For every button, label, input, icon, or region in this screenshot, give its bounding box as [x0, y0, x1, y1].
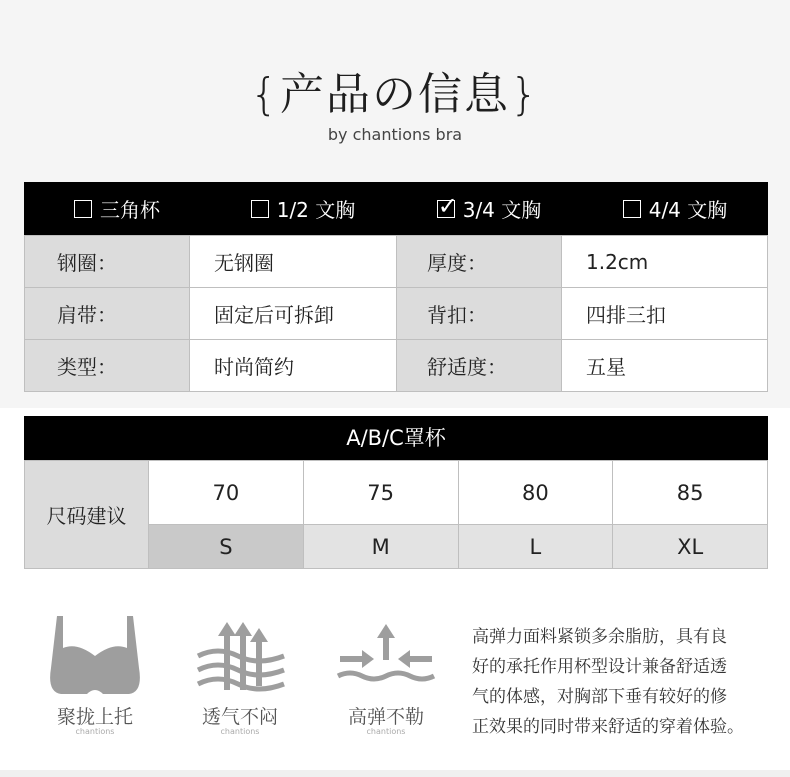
size-number: 85 — [613, 461, 768, 525]
spec-value: 时尚简约 — [190, 340, 397, 392]
size-number: 75 — [303, 461, 458, 525]
checkbox-icon[interactable] — [251, 200, 269, 218]
footer-strip — [0, 770, 790, 777]
breathable-icon — [188, 612, 292, 698]
cup-option-label: 4/4 文胸 — [648, 198, 728, 222]
spec-value: 1.2cm — [562, 236, 768, 288]
feature-breathable — [180, 612, 300, 736]
spec-label: 背扣： — [397, 288, 562, 340]
spec-label: 钢圈： — [25, 236, 190, 288]
size-row-label: 尺码建议 — [25, 461, 149, 569]
feature-sub: chantions — [220, 727, 260, 736]
spec-label: 类型： — [25, 340, 190, 392]
spec-value: 无钢圈 — [190, 236, 397, 288]
cup-option-three-quarter[interactable] — [396, 182, 582, 235]
size-letter: XL — [613, 525, 768, 569]
checkbox-checked-icon[interactable] — [437, 200, 455, 218]
table-row — [25, 461, 768, 525]
spec-value: 五星 — [562, 340, 768, 392]
cup-option-label: 3/4 文胸 — [462, 198, 542, 222]
spec-table — [24, 235, 768, 392]
description-line: 高弹力面料紧锁多余脂肪，具有良 — [472, 627, 727, 647]
size-number: 70 — [149, 461, 304, 525]
description-line: 正效果的同时带来舒适的穿着体验。 — [472, 717, 744, 737]
size-table-title: A/B/C罩杯 — [24, 416, 768, 460]
feature-elastic — [326, 612, 446, 736]
spec-value: 四排三扣 — [562, 288, 768, 340]
bra-icon — [43, 612, 147, 698]
feature-sub: chantions — [75, 727, 115, 736]
cup-type-bar — [24, 182, 768, 235]
spec-value: 固定后可拆卸 — [190, 288, 397, 340]
product-description — [472, 622, 772, 742]
checkbox-icon[interactable] — [74, 200, 92, 218]
feature-push-up — [35, 612, 155, 736]
feature-name: 高弹不勒 — [347, 706, 424, 728]
elastic-icon — [330, 612, 442, 698]
size-letter: L — [458, 525, 613, 569]
table-row — [25, 288, 768, 340]
table-row — [25, 236, 768, 288]
feature-name: 透气不闷 — [201, 706, 278, 728]
spec-label: 厚度： — [397, 236, 562, 288]
size-number: 80 — [458, 461, 613, 525]
cup-option-label: 1/2 文胸 — [276, 198, 356, 222]
spec-label: 舒适度： — [397, 340, 562, 392]
cup-option-full[interactable] — [582, 182, 768, 235]
cup-option-label: 三角杯 — [100, 198, 160, 222]
cup-option-triangle[interactable] — [24, 182, 210, 235]
feature-name: 聚拢上托 — [56, 706, 133, 728]
size-letter: S — [149, 525, 304, 569]
size-table — [24, 460, 768, 569]
table-row — [25, 340, 768, 392]
spec-label: 肩带： — [25, 288, 190, 340]
page-subtitle: by chantions bra — [327, 125, 463, 144]
checkbox-icon[interactable] — [623, 200, 641, 218]
page-title: {产品の信息} — [250, 69, 540, 120]
cup-option-half[interactable] — [210, 182, 396, 235]
feature-sub: chantions — [366, 727, 406, 736]
size-letter: M — [303, 525, 458, 569]
description-line: 好的承托作用杯型设计兼备舒适透 — [472, 657, 727, 677]
description-line: 气的体感，对胸部下垂有较好的修 — [472, 687, 727, 707]
